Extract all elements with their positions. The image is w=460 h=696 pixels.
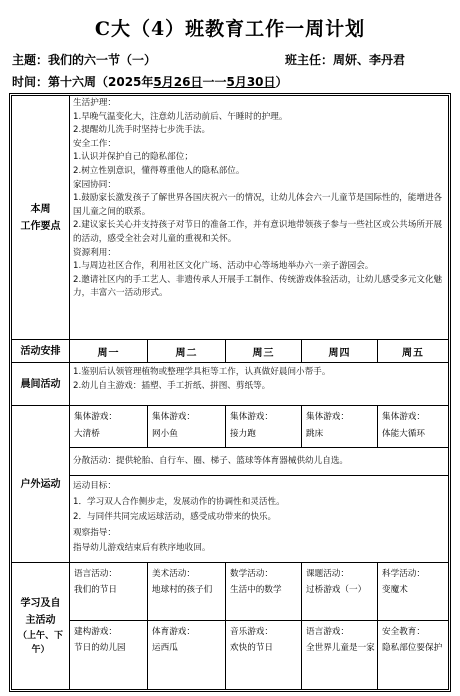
learning-fri-1: 科学活动： 变魔术	[378, 563, 448, 621]
plan-table	[9, 93, 451, 692]
time-line	[12, 73, 288, 90]
outdoor-game-tue: 集体游戏： 网小鱼	[148, 406, 226, 448]
day-friday: 周五	[378, 340, 448, 363]
time-prefix: 时间：第十六周（2025年	[12, 75, 154, 89]
learning-wed-1: 数学活动： 生活中的数学	[226, 563, 302, 621]
learning-wed-2: 音乐游戏： 欢快的节日	[226, 621, 302, 689]
day-wednesday: 周三	[226, 340, 302, 363]
time-sep: 一一	[202, 75, 227, 89]
learning-tue-2: 体育游戏： 运西瓜	[148, 621, 226, 689]
outdoor-goals: 运动目标： 1．学习双人合作侧步走，发展动作的协调性和灵活性。 2．与同伴共同完成运球活动，感受成功带来的快乐。 观察指导： 指导幼儿游戏结束后有秩序地收回。	[70, 476, 448, 563]
learning-fri-2: 安全教育： 隐私部位要保护	[382, 627, 443, 653]
outdoor-game-wed: 集体游戏： 接力跑	[226, 406, 302, 448]
learning-thu-1: 课题活动： 过桥游戏（一）	[302, 563, 378, 621]
outdoor-game-mon: 集体游戏： 大清桥	[70, 406, 148, 448]
page-title: C大（4）班教育工作一周计划	[94, 18, 366, 40]
morning-label: 晨间活动	[12, 363, 70, 406]
theme-line: 主题：我们的六一节（一）	[12, 53, 157, 67]
weekly-focus-content: 生活护理： 1.早晚气温变化大，注意幼儿活动前后、午睡时的护理。 2.提醒幼儿洗手时坚持七步洗手法。 安全工作： 1.认识并保护自己的隐私部位； 2.树立性别意识，懂得尊重他人的隐私部位。 家园协同： 1.鼓励家长激发孩子了解世界各国庆祝六一的情况，让幼儿体会六一儿童节是国际性的，能增进各国儿童之间的联系。 2.建议家长关心并支持孩子对节日的准备工作，并有意识地带领孩子参与一些社区或公共场所开展的活动，感受全社会对儿童的重视和关怀。 资源利用： 1.与周边社区合作，利用社区文化广场、活动中心等场地举办六一亲子游园会。 2.邀请社区内的手工艺人、非遗传承人开展手工制作、传统游戏体验活动，让幼儿感受多元文化魅力，丰富六一活动形式。	[70, 96, 448, 340]
outdoor-game-thu: 集体游戏： 跳床	[302, 406, 378, 448]
learning-label: 学习及自 主活动 （上午、下午）	[12, 563, 70, 689]
schedule-label: 活动安排	[12, 340, 70, 363]
learning-mon-2: 建构游戏： 节日的幼儿园	[70, 621, 148, 689]
learning-thu-2: 语言游戏： 全世界儿童是一家	[302, 621, 378, 689]
time-end: 5月30日	[226, 75, 276, 89]
time-suffix: ）	[275, 75, 288, 89]
morning-content: 1.鉴别后认领管理植物或整理学具柜等工作，认真做好晨间小帮手。 2.幼儿自主游戏：插塑、手工折纸、拼图、剪纸等。	[70, 363, 448, 406]
outdoor-split-activity: 分散活动：提供轮胎、自行车、圈、梯子、篮球等体育器械供幼儿自选。	[70, 448, 448, 476]
outdoor-game-fri: 集体游戏： 体能大循环	[378, 406, 448, 448]
teacher-line: 班主任：周妍、李丹君	[285, 53, 406, 67]
day-thursday: 周四	[302, 340, 378, 363]
day-monday: 周一	[70, 340, 148, 363]
learning-mon-1: 语言活动： 我们的节日	[70, 563, 148, 621]
outdoor-label: 户外运动	[12, 406, 70, 563]
weekly-focus-label: 本周 工作要点	[12, 96, 70, 340]
day-tuesday: 周二	[148, 340, 226, 363]
time-start: 5月26日	[153, 75, 203, 89]
learning-tue-1: 美术活动： 地球村的孩子们	[148, 563, 226, 621]
